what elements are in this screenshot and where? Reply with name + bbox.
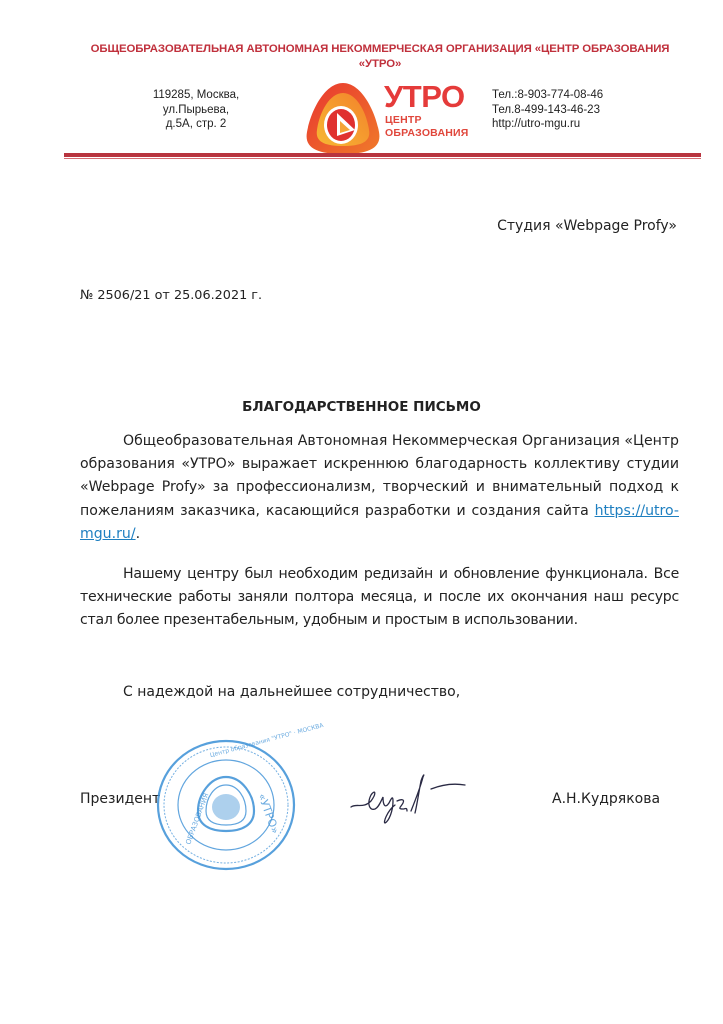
address-line: 119285, Москва, — [152, 89, 240, 101]
contacts-block — [492, 88, 632, 132]
paragraph-1-end: . — [135, 525, 141, 542]
brand-name: УТРО — [384, 79, 465, 114]
organization-title: ОБЩЕОБРАЗОВАТЕЛЬНАЯ АВТОНОМНАЯ НЕКОММЕРЧЕСКАЯ ОРГАНИЗАЦИЯ «ЦЕНТР ОБРАЗОВАНИЯ «УТРО» — [90, 43, 670, 70]
utro-logo-icon — [303, 80, 383, 156]
brand-subtitle-line: ЦЕНТР — [385, 114, 422, 126]
header-divider — [64, 153, 701, 157]
signer-name: А.Н.Кудрякова — [552, 791, 661, 807]
recipient: Студия «Webpage Profy» — [497, 218, 677, 234]
address-line: д.5А, стр. 2 — [165, 118, 227, 130]
closing-line: С надеждой на дальнейшее сотрудничество, — [123, 684, 461, 700]
header-divider-thin — [64, 158, 701, 159]
paragraph-2: Нашему центру был необходим редизайн и обновление функционала. Все технические работы заняли полтора месяца, и после их окончания наш ресурс стал более презентабельным, удобным и простым в использовании. — [80, 566, 679, 629]
phone-1: Тел.:8-903-774-08-46 — [492, 89, 604, 101]
brand-subtitle — [385, 114, 469, 140]
stamp-seal-icon — [150, 721, 325, 875]
svg-text:«УТРО»: «УТРО» — [255, 791, 282, 836]
paragraph-1 — [80, 430, 679, 546]
phone-2: Тел.8-499-143-46-23 — [492, 103, 600, 116]
letter-title: БЛАГОДАРСТВЕННОЕ ПИСЬМО — [242, 399, 481, 415]
website: http://utro-mgu.ru — [492, 118, 581, 130]
svg-text:ОБРАЗОВАНИЯ: ОБРАЗОВАНИЯ — [184, 791, 211, 846]
address-block — [140, 88, 252, 132]
signature-icon — [345, 765, 475, 835]
reference-number: № 2506/21 от 25.06.2021 г. — [80, 288, 263, 303]
address-line: ул.Пырьева, — [162, 103, 230, 116]
paragraph-1-text: Общеобразовательная Автономная Некоммерческая Организация «Центр образования «УТРО» выражает искреннюю благодарность коллективу студии «Webpage Profy» за профессионализм, творческий и внимательный подход к пожеланиям заказчика, касающийся разработки и создания сайта — [80, 433, 679, 519]
signer-role: Президент — [80, 791, 161, 807]
svg-text:Центр образования "УТРО" · МОС: Центр образования "УТРО" · МОСКВА — [209, 721, 325, 760]
brand-subtitle-line: ОБРАЗОВАНИЯ — [385, 127, 469, 139]
site-link[interactable]: https://utro-mgu.ru/ — [80, 502, 679, 542]
